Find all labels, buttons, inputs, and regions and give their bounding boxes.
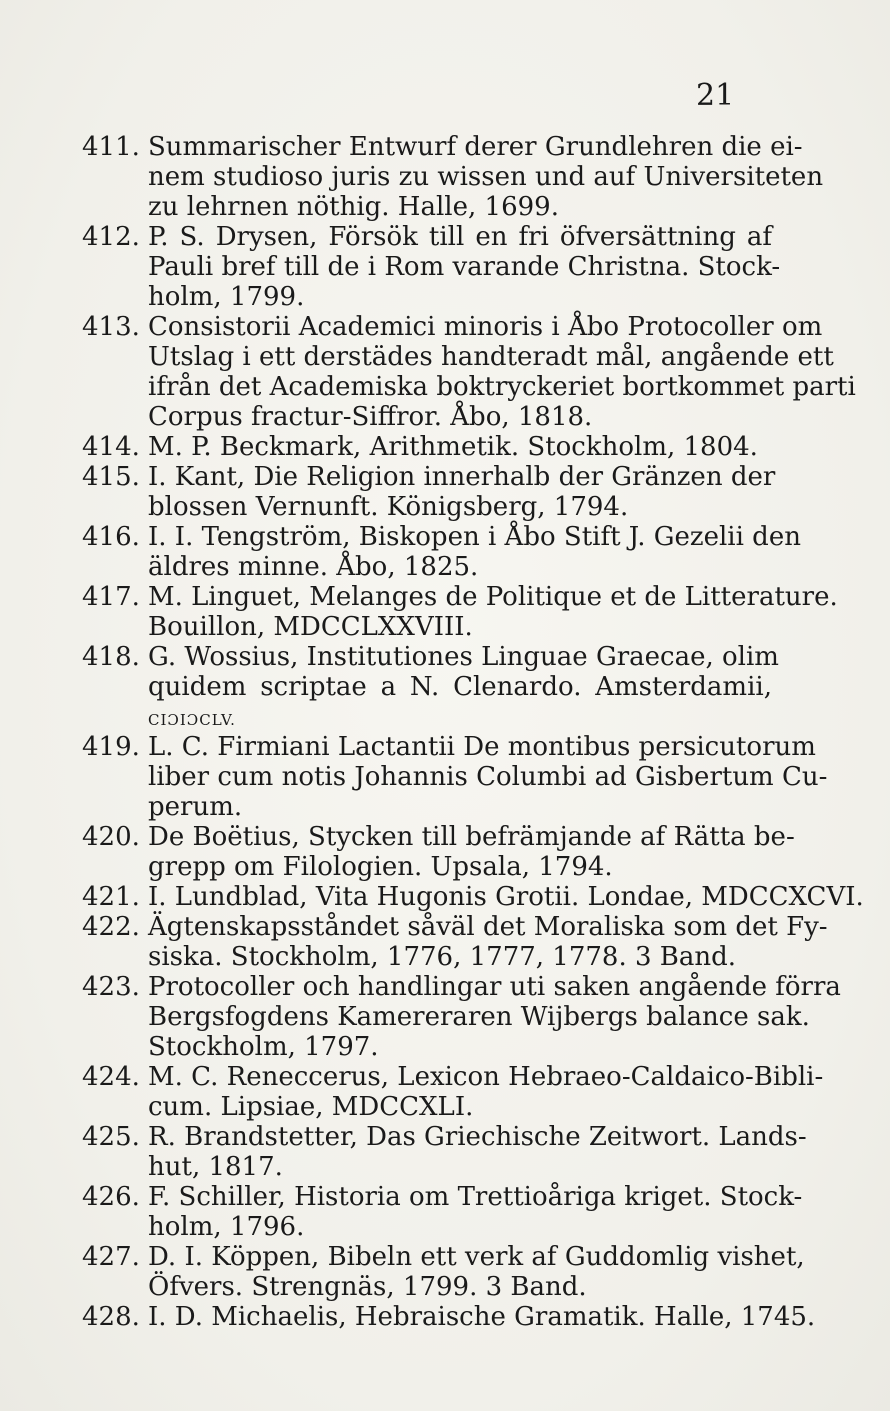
catalog-entry bbox=[82, 822, 795, 882]
entry-line: Öfvers. Strengnäs, 1799. 3 Band. bbox=[148, 1272, 587, 1302]
entry-line: Utslag i ett derstädes handteradt mål, angående ett bbox=[148, 342, 834, 372]
entry-line: De Boëtius, Stycken till befrämjande af Rätta be- bbox=[148, 822, 795, 852]
entry-number: 427. bbox=[82, 1242, 140, 1272]
entry-number: 421. bbox=[82, 882, 140, 912]
entry-line: Bergsfogdens Kamereraren Wijbergs balance sak. bbox=[148, 1002, 810, 1032]
catalog-entry bbox=[82, 522, 801, 582]
catalog-entry bbox=[82, 732, 828, 822]
entry-number: 419. bbox=[82, 732, 140, 762]
entry-line: L. C. Firmiani Lactantii De montibus persicutorum bbox=[148, 732, 816, 762]
entry-line: M. C. Reneccerus, Lexicon Hebraeo-Caldaico-Bibli- bbox=[148, 1062, 824, 1092]
entry-number: 417. bbox=[82, 582, 140, 612]
entry-number: 411. bbox=[82, 132, 140, 162]
entry-line: Corpus fractur-Siffror. Åbo, 1818. bbox=[148, 402, 593, 432]
entry-line: nem studioso juris zu wissen und auf Universiteten bbox=[148, 162, 824, 192]
entry-number: 418. bbox=[82, 642, 140, 672]
entry-line: I. I. Tengström, Biskopen i Åbo Stift J. Gezelii den bbox=[148, 522, 801, 552]
entry-line: D. I. Köppen, Bibeln ett verk af Guddomlig vishet, bbox=[148, 1242, 805, 1272]
entry-number: 415. bbox=[82, 462, 140, 492]
entry-line: M. P. Beckmark, Arithmetik. Stockholm, 1804. bbox=[148, 432, 758, 462]
entry-line: G. Wossius, Institutiones Linguae Graecae, olim bbox=[148, 642, 779, 672]
entry-number: 416. bbox=[82, 522, 140, 552]
entry-number: 413. bbox=[82, 312, 140, 342]
entry-line: grepp om Filologien. Upsala, 1794. bbox=[148, 852, 613, 882]
entry-line: I. Lundblad, Vita Hugonis Grotii. Londae, MDCCXCVI. bbox=[148, 882, 864, 912]
catalog-entry bbox=[82, 222, 781, 312]
entry-line: Ägtenskapsståndet såväl det Moraliska som det Fy- bbox=[148, 912, 828, 942]
catalog-entry bbox=[82, 132, 824, 222]
catalog-entry bbox=[82, 462, 776, 522]
entry-number: 424. bbox=[82, 1062, 140, 1092]
catalog-entry-list bbox=[82, 132, 864, 1332]
entry-line: hut, 1817. bbox=[148, 1152, 283, 1182]
entry-line: Summarischer Entwurf derer Grundlehren die ei- bbox=[148, 132, 803, 162]
entry-line: siska. Stockholm, 1776, 1777, 1778. 3 Band. bbox=[148, 942, 737, 972]
entry-number: 414. bbox=[82, 432, 140, 462]
catalog-entry bbox=[82, 1122, 807, 1182]
entry-line: ifrån det Academiska boktryckeriet bortkommet parti bbox=[148, 372, 856, 402]
catalog-entry bbox=[82, 972, 841, 1062]
entry-number: 425. bbox=[82, 1122, 140, 1152]
entry-line: blossen Vernunft. Königsberg, 1794. bbox=[148, 492, 629, 522]
entry-line bbox=[148, 702, 772, 732]
catalog-entry bbox=[82, 1182, 803, 1242]
entry-line: I. D. Michaelis, Hebraische Gramatik. Halle, 1745. bbox=[148, 1302, 816, 1332]
entry-line: R. Brandstetter, Das Griechische Zeitwort. Lands- bbox=[148, 1122, 807, 1152]
catalog-entry bbox=[82, 1302, 816, 1332]
catalog-entry bbox=[82, 1242, 805, 1302]
entry-line: Bouillon, MDCCLXXVIII. bbox=[148, 612, 473, 642]
entry-line: M. Linguet, Melanges de Politique et de Litterature. bbox=[148, 582, 838, 612]
entry-line: äldres minne. Åbo, 1825. bbox=[148, 552, 479, 582]
catalog-entry bbox=[82, 582, 838, 642]
entry-line: quidem scriptae a N. Clenardo. Amsterdamii, bbox=[148, 672, 772, 702]
roman-numeral-date: CIƆIƆCLV. bbox=[148, 711, 236, 729]
catalog-entry bbox=[82, 642, 779, 732]
catalog-entry bbox=[82, 882, 864, 912]
entry-number: 423. bbox=[82, 972, 140, 1002]
entry-line: Stockholm, 1797. bbox=[148, 1032, 379, 1062]
page-number: 21 bbox=[696, 78, 735, 113]
entry-line: zu lehrnen nöthig. Halle, 1699. bbox=[148, 192, 559, 222]
entry-line: Protocoller och handlingar uti saken angående förra bbox=[148, 972, 841, 1002]
entry-line: I. Kant, Die Religion innerhalb der Gränzen der bbox=[148, 462, 776, 492]
entry-line: cum. Lipsiae, MDCCXLI. bbox=[148, 1092, 474, 1122]
entry-number: 426. bbox=[82, 1182, 140, 1212]
entry-line: P. S. Drysen, Försök till en fri öfversättning af bbox=[148, 222, 772, 252]
entry-line: perum. bbox=[148, 792, 243, 822]
entry-number: 428. bbox=[82, 1302, 140, 1332]
catalog-entry bbox=[82, 312, 856, 432]
entry-line: F. Schiller, Historia om Trettioåriga kriget. Stock- bbox=[148, 1182, 803, 1212]
entry-line: liber cum notis Johannis Columbi ad Gisbertum Cu- bbox=[148, 762, 828, 792]
catalog-entry bbox=[82, 1062, 824, 1122]
entry-number: 422. bbox=[82, 912, 140, 942]
entry-number: 412. bbox=[82, 222, 140, 252]
entry-line: Pauli bref till de i Rom varande Christna. Stock- bbox=[148, 252, 781, 282]
entry-line: holm, 1796. bbox=[148, 1212, 305, 1242]
entry-number: 420. bbox=[82, 822, 140, 852]
entry-line: Consistorii Academici minoris i Åbo Protocoller om bbox=[148, 312, 823, 342]
catalog-entry bbox=[82, 432, 772, 462]
entry-line: holm, 1799. bbox=[148, 282, 305, 312]
catalog-entry bbox=[82, 912, 828, 972]
